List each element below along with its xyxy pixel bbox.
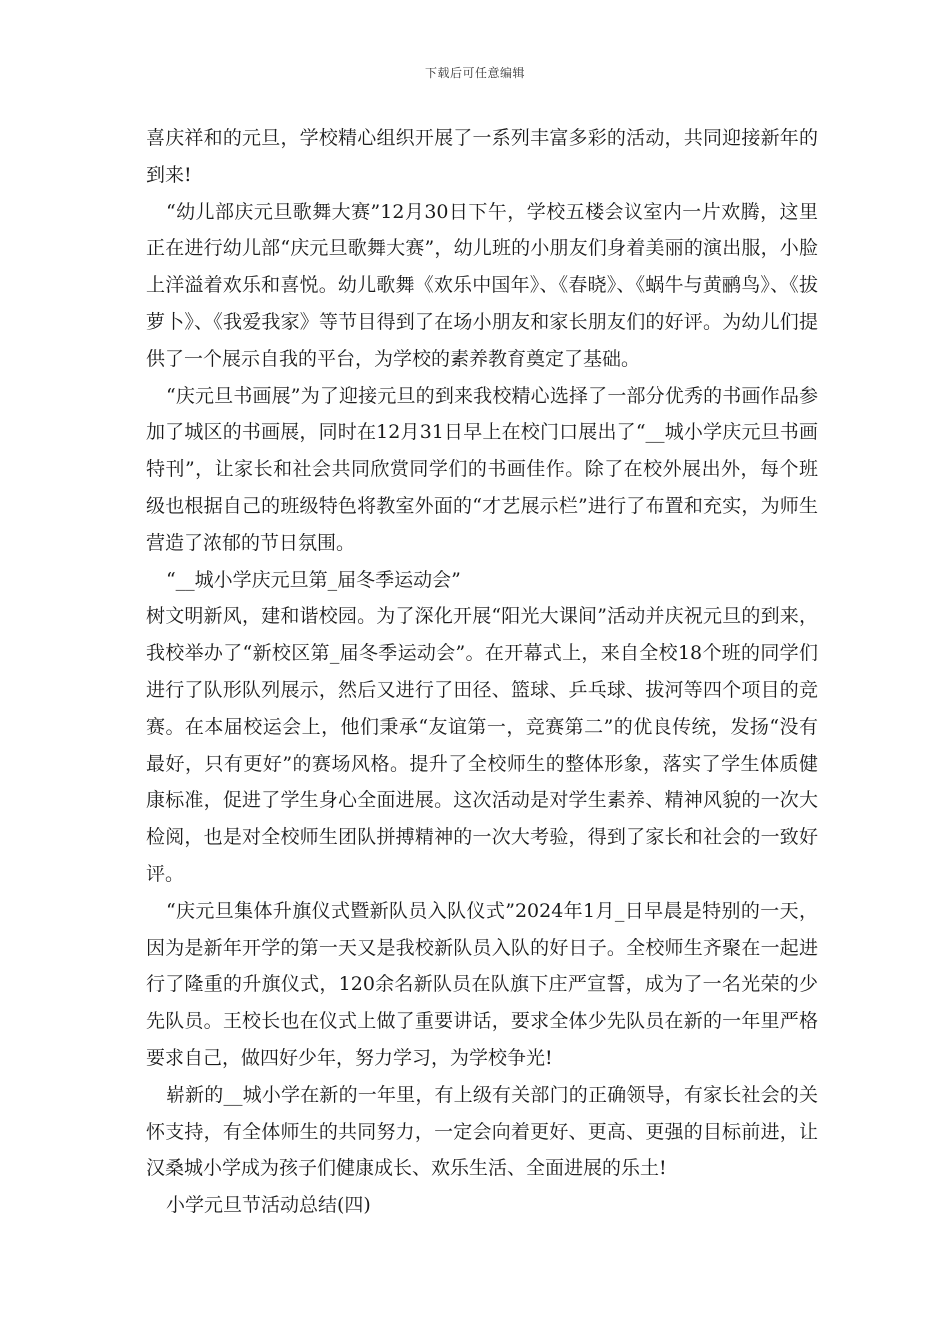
- paragraph-intro-continuation: 喜庆祥和的元旦，学校精心组织开展了一系列丰富多彩的活动，共同迎接新年的到来!: [146, 127, 818, 186]
- paragraph-sports-meet-title: “__城小学庆元旦第_届冬季运动会”: [165, 568, 461, 591]
- paragraph-sports-meet: 树文明新风，建和谐校园。为了深化开展“阳光大课间”活动并庆祝元旦的到来，我校举办了“新校区第_届冬季运动会”。在开幕式上，来自全校18个班的同学们进行了队形队列展示，然后又进行了田径、篮球、乒乓球、拔河等四个项目的竞赛。在本届校运会上，他们秉承“友谊第一，竞赛第二”的优良传统，发扬“没有最好，只有更好”的赛场风格。提升了全校师生的整体形象，落实了学生体质健康标准，促进了学生身心全面进展。这次活动是对学生素养、精神风貌的一次大检阅，也是对全校师生团队拼搏精神的一次大考验，得到了家长和社会的一致好评。: [146, 605, 818, 885]
- document-body: [146, 120, 818, 1224]
- page-header-note: 下载后可任意编辑: [424, 66, 525, 80]
- paragraph-kindergarten-song-dance: “幼儿部庆元旦歌舞大赛”12月30日下午，学校五楼会议室内一片欢腾，这里正在进行幼儿部“庆元旦歌舞大赛”，幼儿班的小朋友们身着美丽的演出服，小脸上洋溢着欢乐和喜悦。幼儿歌舞《欢乐中国年》、《春晓》、《蜗牛与黄鹂鸟》、《拔萝卜》、《我爱我家》等节目得到了在场小朋友和家长朋友们的好评。为幼儿们提供了一个展示自我的平台，为学校的素养教育奠定了基础。: [146, 200, 818, 370]
- section-title-next: 小学元旦节活动总结(四): [165, 1194, 371, 1217]
- paragraph-flag-raising: “庆元旦集体升旗仪式暨新队员入队仪式”2024年1月_日早晨是特别的一天，因为是新年开学的第一天又是我校新队员入队的好日子。全校师生齐聚在一起进行了隆重的升旗仪式，120余名新队员在队旗下庄严宣誓，成为了一名光荣的少先队员。王校长也在仪式上做了重要讲话，要求全体少先队员在新的一年里严格要求自己，做四好少年，努力学习，为学校争光!: [146, 899, 818, 1069]
- paragraph-closing: 崭新的__城小学在新的一年里，有上级有关部门的正确领导，有家长社会的关怀支持，有全体师生的共同努力，一定会向着更好、更高、更强的目标前进，让汉桑城小学成为孩子们健康成长、欢乐生活、全面进展的乐土!: [146, 1083, 818, 1180]
- paragraph-calligraphy-exhibition: “庆元旦书画展”为了迎接元旦的到来我校精心选择了一部分优秀的书画作品参加了城区的书画展，同时在12月31日早上在校门口展出了“__城小学庆元旦书画特刊”，让家长和社会共同欣赏同学们的书画佳作。除了在校外展出外，每个班级也根据自己的班级特色将教室外面的“才艺展示栏”进行了布置和充实，为师生营造了浓郁的节日氛围。: [146, 384, 818, 554]
